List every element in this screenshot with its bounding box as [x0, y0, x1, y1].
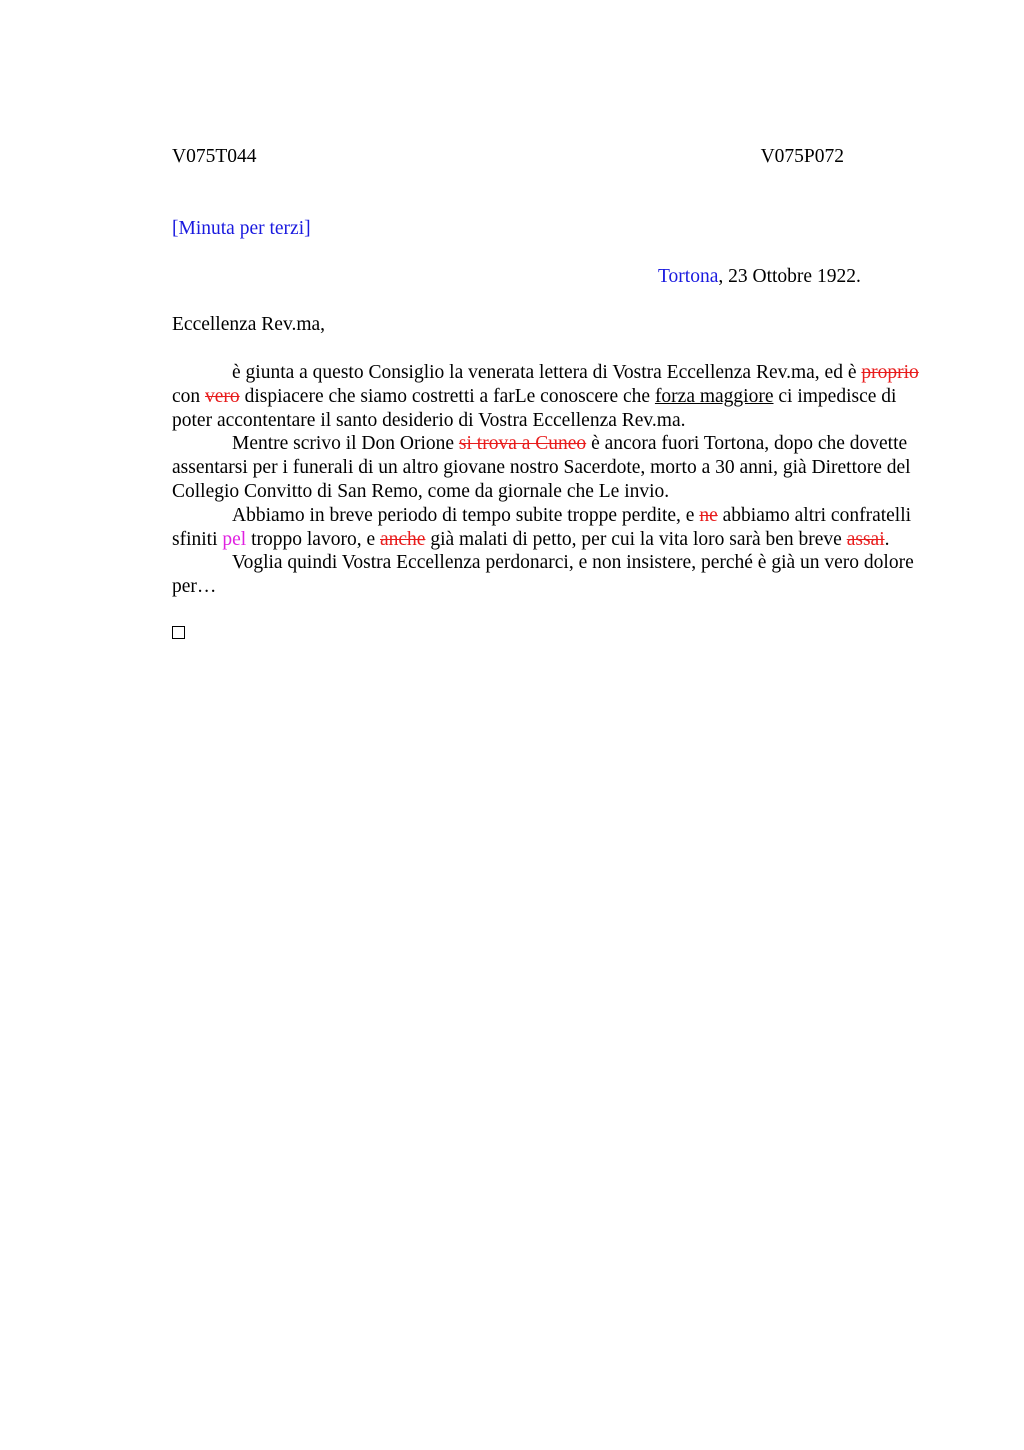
- document-header: [172, 146, 844, 172]
- deleted-text: vero: [205, 385, 240, 407]
- paragraph-3: [172, 504, 922, 552]
- place-name: Tortona: [658, 266, 719, 287]
- end-square-icon: [172, 626, 185, 639]
- paragraph-2: [172, 432, 922, 503]
- text-segment: Abbiamo in breve periodo di tempo subite troppe perdite, e: [232, 504, 700, 526]
- text-segment: ci impedisce di poter accontentare il santo desiderio di Vostra Eccellenza Rev.ma.: [172, 385, 897, 431]
- paragraph-4: [172, 551, 922, 599]
- underlined-text: forza maggiore: [654, 385, 774, 407]
- text-segment: .: [884, 528, 890, 550]
- paragraph-1: [172, 361, 922, 432]
- text-segment: è ancora fuori Tortona, dopo che dovette assentarsi per i funerali di un altro giovane nostro Sacerdote, morto a 30 anni, già Direttore del Collegio Convitto di San Remo, come da giornale che Le invio.: [172, 433, 911, 502]
- text-segment: Mentre scrivo il Don Orione: [232, 433, 459, 455]
- deleted-text: si trova a Cuneo: [458, 433, 587, 455]
- text-segment: Voglia quindi Vostra Eccellenza perdonarci, e non insistere, perché è già un vero dolore per…: [172, 552, 914, 598]
- text-segment: già malati di petto, per cui la vita loro sarà ben breve: [425, 528, 847, 550]
- deleted-text: assai: [846, 528, 885, 550]
- text-segment: è giunta a questo Consiglio la venerata lettera di Vostra Eccellenza Rev.ma, ed è: [232, 362, 862, 383]
- document-code-left: V075T044: [172, 146, 257, 167]
- deleted-text: proprio: [861, 362, 919, 383]
- letter-body: [172, 361, 922, 599]
- deleted-text: ne: [699, 504, 718, 526]
- salutation: Eccellenza Rev.ma,: [172, 314, 326, 335]
- editorial-note: [Minuta per terzi]: [172, 218, 311, 239]
- text-segment: abbiamo altri confratelli sfiniti: [172, 504, 912, 550]
- deleted-text: anche: [379, 528, 426, 550]
- text-segment: troppo lavoro, e: [246, 528, 380, 550]
- document-code-right: V075P072: [760, 146, 844, 167]
- place-date-line: [658, 266, 861, 288]
- letter-date: , 23 Ottobre 1922.: [718, 266, 861, 287]
- inserted-text: pel: [222, 528, 247, 550]
- text-segment: con: [172, 385, 206, 407]
- text-segment: dispiacere che siamo costretti a farLe conoscere che: [239, 385, 655, 407]
